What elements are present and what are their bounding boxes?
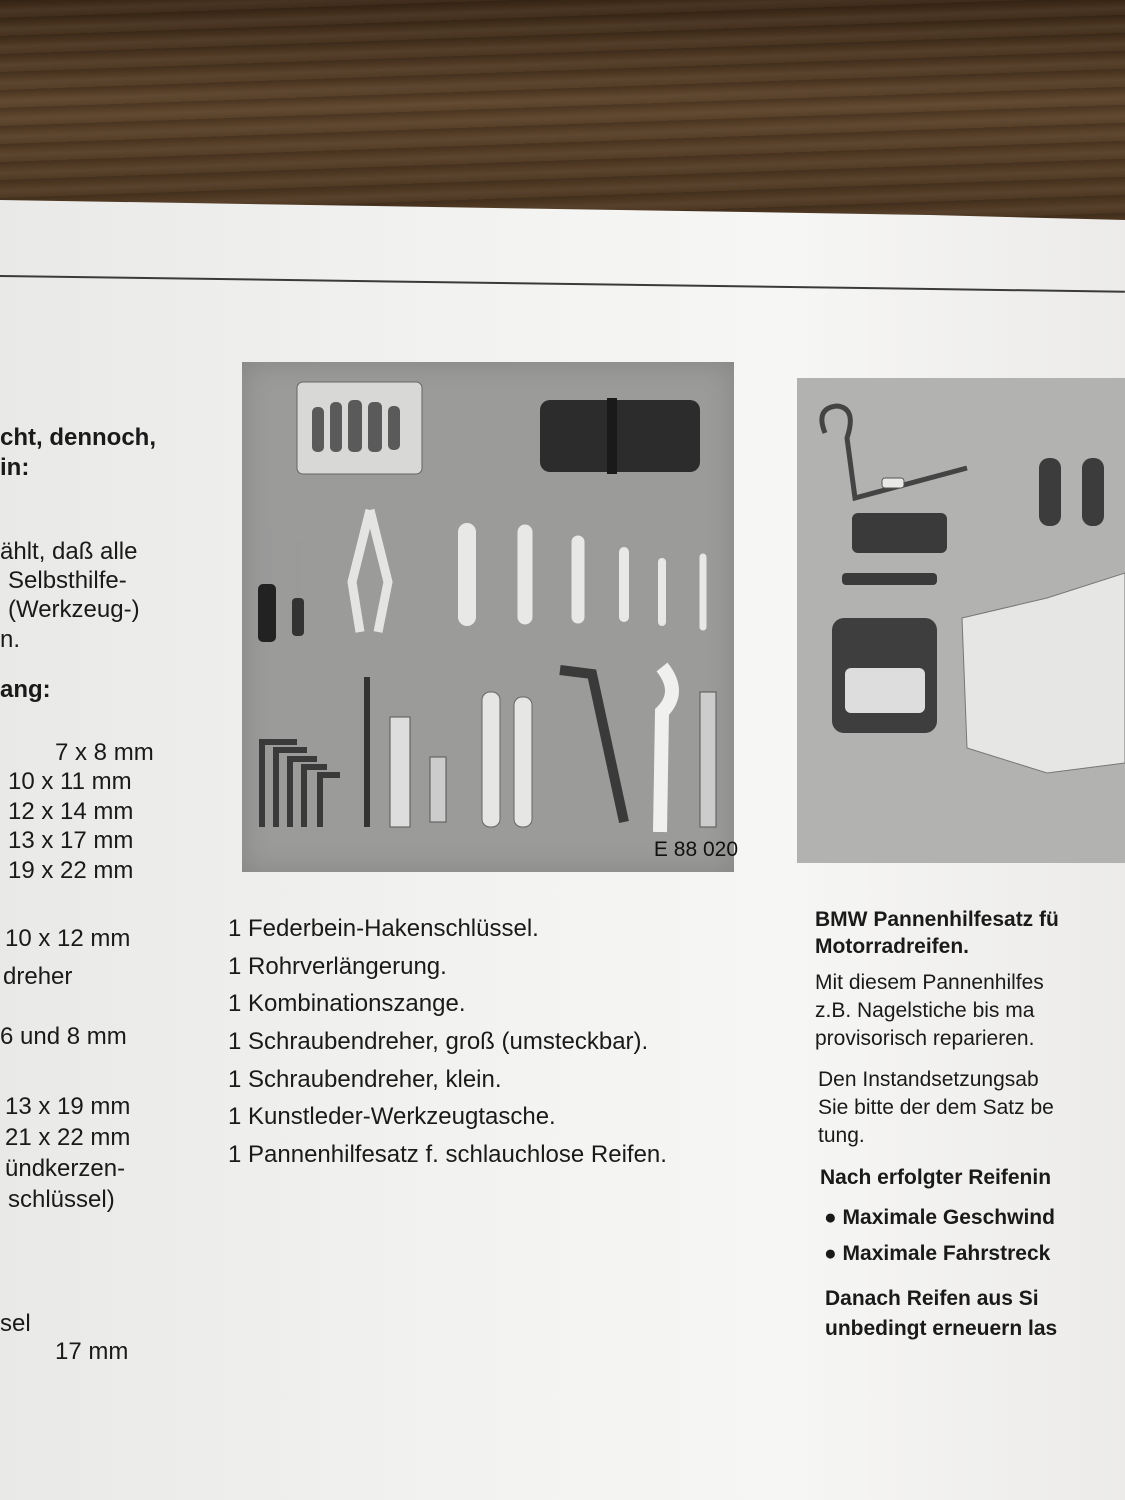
body-text-line: Mit diesem Pannenhilfes (815, 971, 1044, 994)
repair-kit-photo (797, 378, 1125, 863)
body-text-line: Danach Reifen aus Si (825, 1287, 1039, 1310)
tool-list-item: 1 Kunstleder-Werkzeugtasche. (228, 1103, 556, 1130)
section-heading: BMW Pannenhilfesatz fü (815, 908, 1059, 931)
left-text-line: 6 und 8 mm (0, 1023, 127, 1050)
body-text-line: tung. (818, 1124, 865, 1147)
bullet-item: ● Maximale Geschwind (824, 1206, 1055, 1229)
toolkit-illustration (242, 362, 734, 872)
rolled-tool-pouch (540, 400, 700, 472)
wrench-size: 19 x 22 mm (8, 857, 134, 884)
tool-list-item: 1 Schraubendreher, groß (umsteckbar). (228, 1028, 649, 1055)
bullet-text: Maximale Geschwind (842, 1206, 1055, 1229)
tool-list-item: 1 Schraubendreher, klein. (228, 1066, 502, 1093)
left-text-line: Selbsthilfe- (8, 567, 127, 594)
screwdriver-small (292, 598, 304, 636)
figure-code: E 88 020 (653, 838, 738, 861)
left-text-line: n. (0, 626, 21, 653)
body-text-line: Nach erfolgter Reifenin (820, 1166, 1052, 1189)
section-heading: Motorradreifen. (815, 935, 970, 958)
left-text-line: sel (0, 1310, 31, 1337)
left-text-line: cht, dennoch, (0, 424, 156, 451)
bullet-text: Maximale Fahrstreck (842, 1242, 1051, 1265)
body-text-line: unbedingt erneuern las (825, 1317, 1058, 1340)
wrench-size: 10 x 11 mm (8, 768, 132, 795)
left-text-line: ang: (0, 676, 51, 703)
tool-list-item: 1 Rohrverlängerung. (228, 953, 447, 980)
wrench-size: 17 mm (55, 1338, 129, 1365)
screwdriver-large (258, 584, 276, 642)
toolkit-photo (242, 362, 738, 872)
body-text-line: Den Instandsetzungsab (818, 1068, 1039, 1091)
tool-list-item: 1 Federbein-Hakenschlüssel. (228, 915, 539, 942)
left-text-line: ündkerzen- (5, 1155, 126, 1182)
tool-list-item: 1 Pannenhilfesatz f. schlauchlose Reifen. (228, 1141, 667, 1168)
left-text-line: dreher (3, 963, 73, 990)
body-text-line: Sie bitte der dem Satz be (818, 1096, 1054, 1119)
wrench-size: 13 x 17 mm (8, 827, 134, 854)
left-text-line: schlüssel) (8, 1186, 115, 1213)
wrench-size: 7 x 8 mm (55, 739, 154, 766)
body-text-line: z.B. Nagelstiche bis ma (815, 999, 1035, 1022)
hook-spanner (660, 667, 672, 832)
wooden-table-background (0, 0, 1125, 230)
left-text-line: ählt, daß alle (0, 538, 138, 565)
wrench-size: 12 x 14 mm (8, 798, 134, 825)
body-text-line: provisorisch reparieren. (815, 1027, 1035, 1050)
repair-kit-illustration (797, 378, 1125, 863)
wrench-size: 21 x 22 mm (5, 1124, 131, 1151)
tool-list-item: 1 Kombinationszange. (228, 990, 466, 1017)
left-text-line: (Werkzeug-) (8, 596, 140, 623)
pliers (352, 510, 388, 632)
left-text-line: in: (0, 454, 30, 481)
bullet-item: ● Maximale Fahrstreck (824, 1242, 1051, 1265)
wrench-size: 13 x 19 mm (5, 1093, 131, 1120)
wrench-size: 10 x 12 mm (5, 925, 131, 952)
